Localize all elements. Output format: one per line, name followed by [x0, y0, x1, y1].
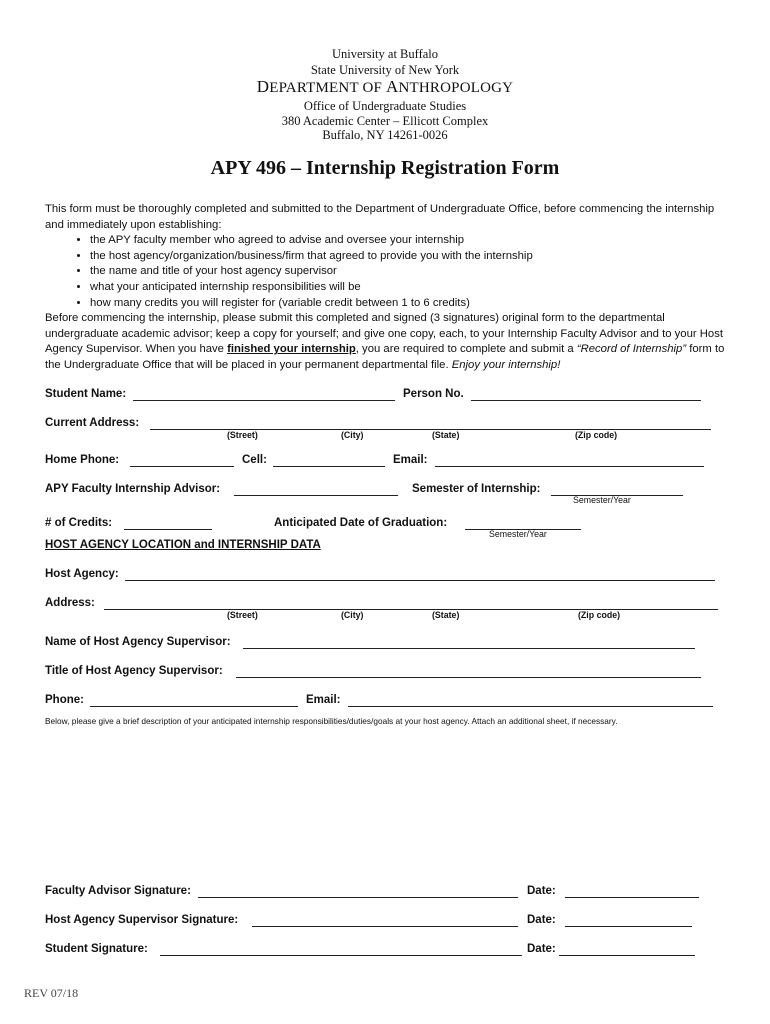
host-email-label: Email:	[306, 694, 341, 706]
state-caption: (State)	[432, 610, 460, 620]
credits-field[interactable]	[124, 529, 212, 530]
host-address-label: Address:	[45, 597, 95, 609]
email-field[interactable]	[435, 466, 704, 467]
student-signature-field[interactable]	[160, 955, 522, 956]
cell-field[interactable]	[273, 466, 385, 467]
university-name: University at Buffalo	[332, 47, 438, 61]
home-phone-label: Home Phone:	[45, 454, 120, 466]
intro-text	[45, 202, 735, 374]
supervisor-title-label: Title of Host Agency Supervisor:	[45, 665, 223, 677]
faculty-advisor-field[interactable]	[234, 495, 398, 496]
office-name: Office of Undergraduate Studies	[303, 99, 467, 113]
semester-year-caption: Semester/Year	[573, 495, 631, 505]
form-title: APY 496 – Internship Registration Form	[210, 157, 560, 179]
list-item: • the name and title of your host agency supervisor	[90, 264, 735, 280]
student-signature-label: Student Signature:	[45, 943, 148, 955]
faculty-signature-label: Faculty Advisor Signature:	[45, 885, 191, 897]
email-label: Email:	[393, 454, 428, 466]
credits-label: # of Credits:	[45, 517, 113, 529]
faculty-date-label: Date:	[527, 885, 556, 897]
person-no-label: Person No.	[403, 388, 464, 400]
faculty-advisor-label: APY Faculty Internship Advisor:	[45, 483, 221, 495]
city-caption: (City)	[341, 430, 364, 440]
host-address-field[interactable]	[104, 609, 718, 610]
list-item: • how many credits you will register for (variable credit between 1 to 6 credits)	[90, 296, 735, 312]
list-item: • what your anticipated internship responsibilities will be	[90, 280, 735, 296]
student-name-field[interactable]	[133, 400, 395, 401]
host-phone-field[interactable]	[90, 706, 298, 707]
faculty-signature-field[interactable]	[198, 897, 518, 898]
list-item: • the APY faculty member who agreed to advise and oversee your internship	[90, 233, 735, 249]
host-date-label: Date:	[527, 914, 556, 926]
host-signature-field[interactable]	[252, 926, 518, 927]
state-caption: (State)	[432, 430, 460, 440]
supervisor-title-field[interactable]	[236, 677, 701, 678]
graduation-semester-caption: Semester/Year	[489, 529, 547, 539]
graduation-label: Anticipated Date of Graduation:	[274, 517, 448, 529]
cell-label: Cell:	[242, 454, 267, 466]
section-title: HOST AGENCY LOCATION and INTERNSHIP DATA	[45, 539, 321, 551]
intro-paragraph: This form must be thoroughly completed and submitted to the Department of Undergraduate Office, before commencing the internship and immediately upon establishing:	[45, 203, 715, 231]
office-address: 380 Academic Center – Ellicott Complex	[281, 114, 489, 128]
person-no-field[interactable]	[471, 400, 701, 401]
faculty-date-field[interactable]	[565, 897, 699, 898]
requirements-list	[45, 233, 735, 311]
home-phone-field[interactable]	[130, 466, 234, 467]
city-caption: (City)	[341, 610, 364, 620]
description-instructions: Below, please give a brief description of your anticipated internship responsibilities/duties/goals at your host agency. Attach an additional sheet, if necessary.	[45, 716, 618, 726]
host-email-field[interactable]	[348, 706, 713, 707]
semester-label: Semester of Internship:	[412, 483, 541, 495]
student-date-field[interactable]	[559, 955, 695, 956]
zip-caption: (Zip code)	[575, 430, 618, 440]
street-caption: (Street)	[227, 430, 258, 440]
student-name-label: Student Name:	[45, 388, 127, 400]
host-phone-label: Phone:	[45, 694, 84, 706]
host-agency-label: Host Agency:	[45, 568, 119, 580]
department-name: DEPARTMENT OF ANTHROPOLOGY	[256, 77, 514, 96]
office-city: Buffalo, NY 14261-0026	[322, 128, 448, 142]
host-signature-label: Host Agency Supervisor Signature:	[45, 914, 239, 926]
supervisor-name-field[interactable]	[243, 648, 695, 649]
student-date-label: Date:	[527, 943, 556, 955]
list-item: • the host agency/organization/business/firm that agreed to provide you with the internship	[90, 249, 735, 265]
state-university: State University of New York	[310, 63, 460, 77]
host-date-field[interactable]	[565, 926, 692, 927]
street-caption: (Street)	[227, 610, 258, 620]
supervisor-name-label: Name of Host Agency Supervisor:	[45, 636, 231, 648]
description-area[interactable]	[45, 735, 725, 870]
zip-caption: (Zip code)	[578, 610, 621, 620]
revision-label: REV 07/18	[24, 986, 79, 1000]
instructions-paragraph: Before commencing the internship, please submit this completed and signed (3 signatures) original form to the departmental undergraduate academic advisor; keep a copy for yourself; and give one copy, each, to your Internship Faculty Advisor and to your Host Agency Supervisor. When you have finished your internship, you are required to complete and submit a “Record of Internship” form to the Undergraduate Office that will be placed in your permanent departmental file. Enjoy your internship!	[45, 312, 725, 371]
host-agency-field[interactable]	[125, 580, 715, 581]
current-address-label: Current Address:	[45, 417, 140, 429]
